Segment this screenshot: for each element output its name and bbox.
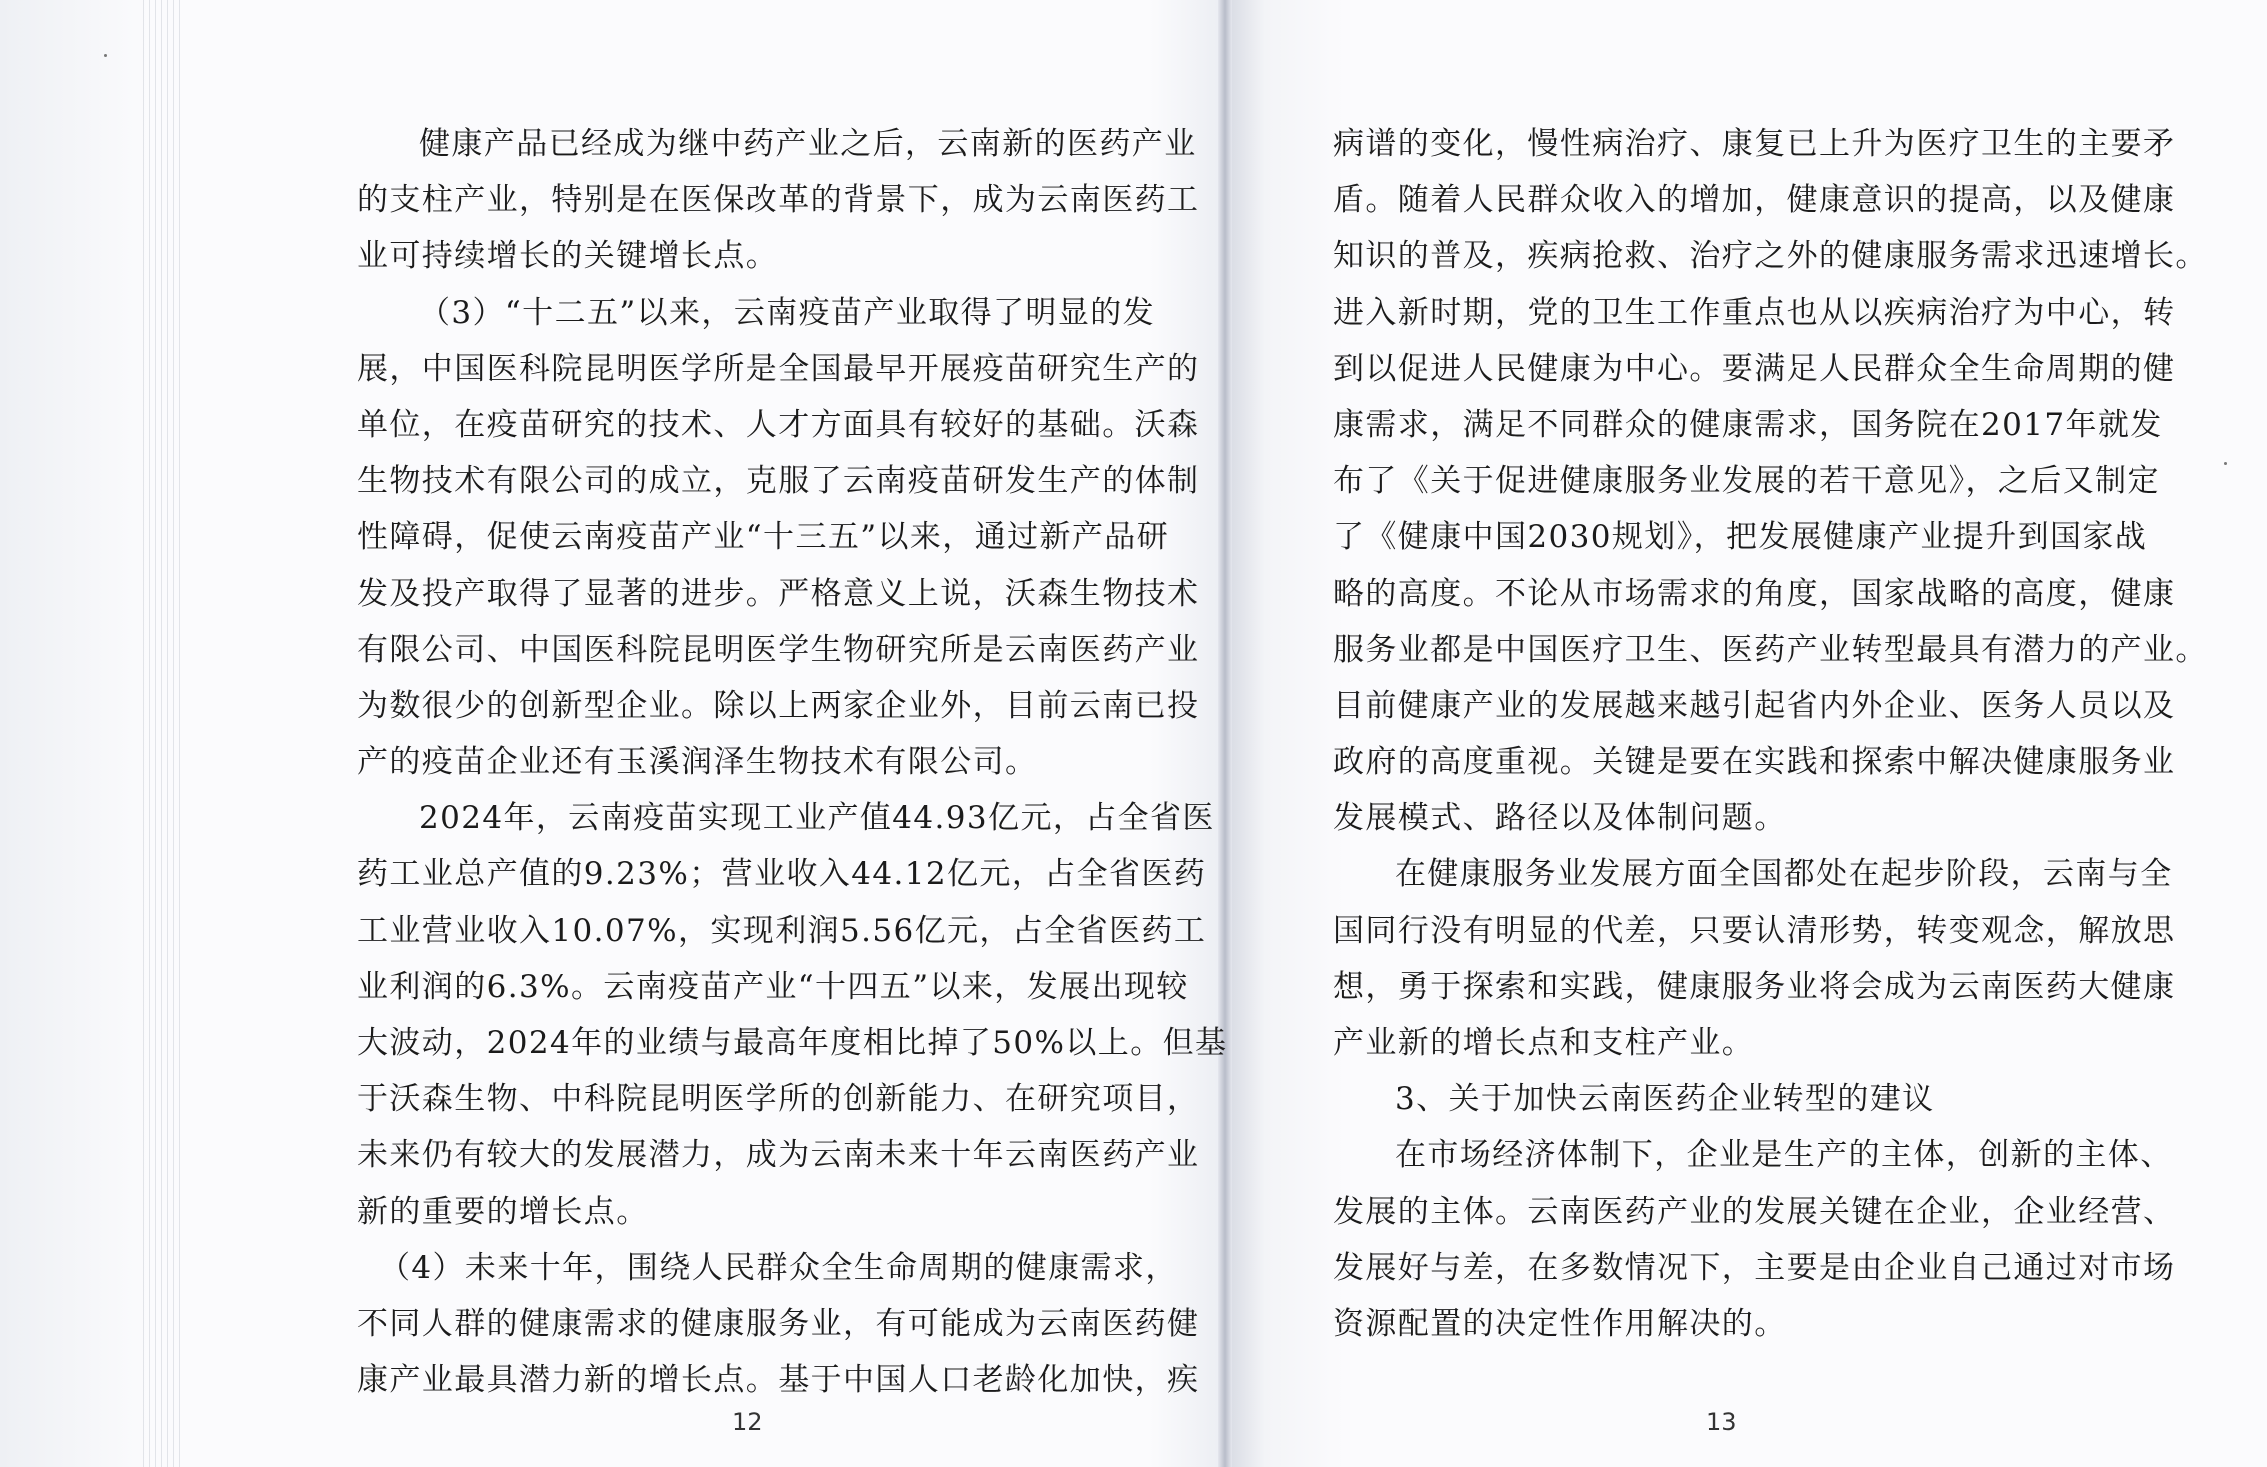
text-line: 国同行没有明显的代差，只要认清形势，转变观念，解放思 bbox=[1333, 912, 2176, 949]
text-line: 单位，在疫苗研究的技术、人才方面具有较好的基础。沃森 bbox=[357, 406, 1200, 443]
text-line: 业可持续增长的关键增长点。 bbox=[357, 238, 779, 275]
text-line: 了《健康中国2030规划》，把发展健康产业提升到国家战 bbox=[1333, 519, 2148, 556]
text-line: 盾。随着人民群众收入的增加，健康意识的提高，以及健康 bbox=[1333, 182, 2176, 219]
text-line: 药工业总产值的9.23%；营业收入44.12亿元，占全省医药 bbox=[357, 856, 1207, 893]
text-line: 康产业最具潜力新的增长点。基于中国人口老龄化加快，疾 bbox=[357, 1362, 1200, 1399]
text-line: 目前健康产业的发展越来越引起省内外企业、医务人员以及 bbox=[1333, 687, 2176, 724]
text-line: 未来仍有较大的发展潜力，成为云南未来十年云南医药产业 bbox=[357, 1137, 1200, 1174]
text-line: 产业新的增长点和支柱产业。 bbox=[1333, 1025, 1755, 1061]
text-line: 不同人群的健康需求的健康服务业，有可能成为云南医药健 bbox=[357, 1305, 1200, 1342]
text-line: 大波动，2024年的业绩与最高年度相比掉了50%以上。但基 bbox=[357, 1025, 1228, 1061]
left-page-body bbox=[357, 116, 1227, 1408]
page-number-right: 13 bbox=[1706, 1408, 1737, 1436]
page-number-left: 12 bbox=[732, 1408, 763, 1436]
text-line: 发展的主体。云南医药产业的发展关键在企业，企业经营、 bbox=[1333, 1193, 2176, 1230]
text-line: 到以促进人民健康为中心。要满足人民群众全生命周期的健 bbox=[1333, 350, 2176, 387]
text-line: （3）“十二五”以来，云南疫苗产业取得了明显的发 bbox=[419, 294, 1156, 331]
text-line: 病谱的变化，慢性病治疗、康复已上升为医疗卫生的主要矛 bbox=[1333, 126, 2176, 162]
page-edge-stack bbox=[138, 0, 182, 1467]
text-line: 业利润的6.3%。云南疫苗产业“十四五”以来，发展出现较 bbox=[357, 968, 1189, 1005]
text-line: （4）未来十年，围绕人民群众全生命周期的健康需求， bbox=[379, 1249, 1178, 1286]
text-line: 康需求，满足不同群众的健康需求，国务院在2017年就发 bbox=[1333, 406, 2163, 443]
text-line: 2024年，云南疫苗实现工业产值44.93亿元，占全省医 bbox=[419, 800, 1215, 837]
scan-speck bbox=[104, 54, 107, 57]
text-line: 为数很少的创新型企业。除以上两家企业外，目前云南已投 bbox=[357, 687, 1200, 724]
text-line: 新的重要的增长点。 bbox=[357, 1193, 649, 1230]
text-line: 工业营业收入10.07%，实现利润5.56亿元，占全省医药工 bbox=[357, 912, 1207, 949]
scan-speck bbox=[2224, 462, 2227, 465]
text-line: 有限公司、中国医科院昆明医学生物研究所是云南医药产业 bbox=[357, 631, 1200, 668]
text-line: 政府的高度重视。关键是要在实践和探索中解决健康服务业 bbox=[1333, 744, 2176, 781]
text-line: 在市场经济体制下，企业是生产的主体，创新的主体、 bbox=[1395, 1137, 2173, 1174]
text-line: 健康产品已经成为继中药产业之后，云南新的医药产业 bbox=[419, 126, 1197, 162]
text-line: 知识的普及，疾病抢救、治疗之外的健康服务需求迅速增长。 bbox=[1333, 238, 2208, 275]
section-heading: 3、关于加快云南医药企业转型的建议 bbox=[1395, 1081, 1935, 1118]
text-line: 想，勇于探索和实践，健康服务业将会成为云南医药大健康 bbox=[1333, 968, 2176, 1005]
text-line: 资源配置的决定性作用解决的。 bbox=[1333, 1305, 1787, 1342]
text-line: 性障碍，促使云南疫苗产业“十三五”以来，通过新产品研 bbox=[357, 519, 1170, 556]
text-line: 布了《关于促进健康服务业发展的若干意见》，之后又制定 bbox=[1333, 463, 2160, 500]
text-line: 进入新时期，党的卫生工作重点也从以疾病治疗为中心，转 bbox=[1333, 294, 2176, 331]
text-line: 服务业都是中国医疗卫生、医药产业转型最具有潜力的产业。 bbox=[1333, 631, 2208, 668]
text-line: 发及投产取得了显著的进步。严格意义上说，沃森生物技术 bbox=[357, 575, 1200, 612]
text-line: 在健康服务业发展方面全国都处在起步阶段，云南与全 bbox=[1395, 856, 2173, 893]
text-line: 产的疫苗企业还有玉溪润泽生物技术有限公司。 bbox=[357, 744, 1038, 781]
text-line: 发展好与差，在多数情况下，主要是由企业自己通过对市场 bbox=[1333, 1249, 2176, 1286]
right-page-body bbox=[1333, 116, 2208, 1352]
text-line: 生物技术有限公司的成立，克服了云南疫苗研发生产的体制 bbox=[357, 463, 1200, 500]
text-line: 展，中国医科院昆明医学所是全国最早开展疫苗研究生产的 bbox=[357, 350, 1200, 387]
text-line: 略的高度。不论从市场需求的角度，国家战略的高度，健康 bbox=[1333, 575, 2176, 612]
text-line: 的支柱产业，特别是在医保改革的背景下，成为云南医药工 bbox=[357, 182, 1200, 219]
text-line: 于沃森生物、中科院昆明医学所的创新能力、在研究项目， bbox=[357, 1081, 1200, 1118]
text-line: 发展模式、路径以及体制问题。 bbox=[1333, 800, 1787, 837]
